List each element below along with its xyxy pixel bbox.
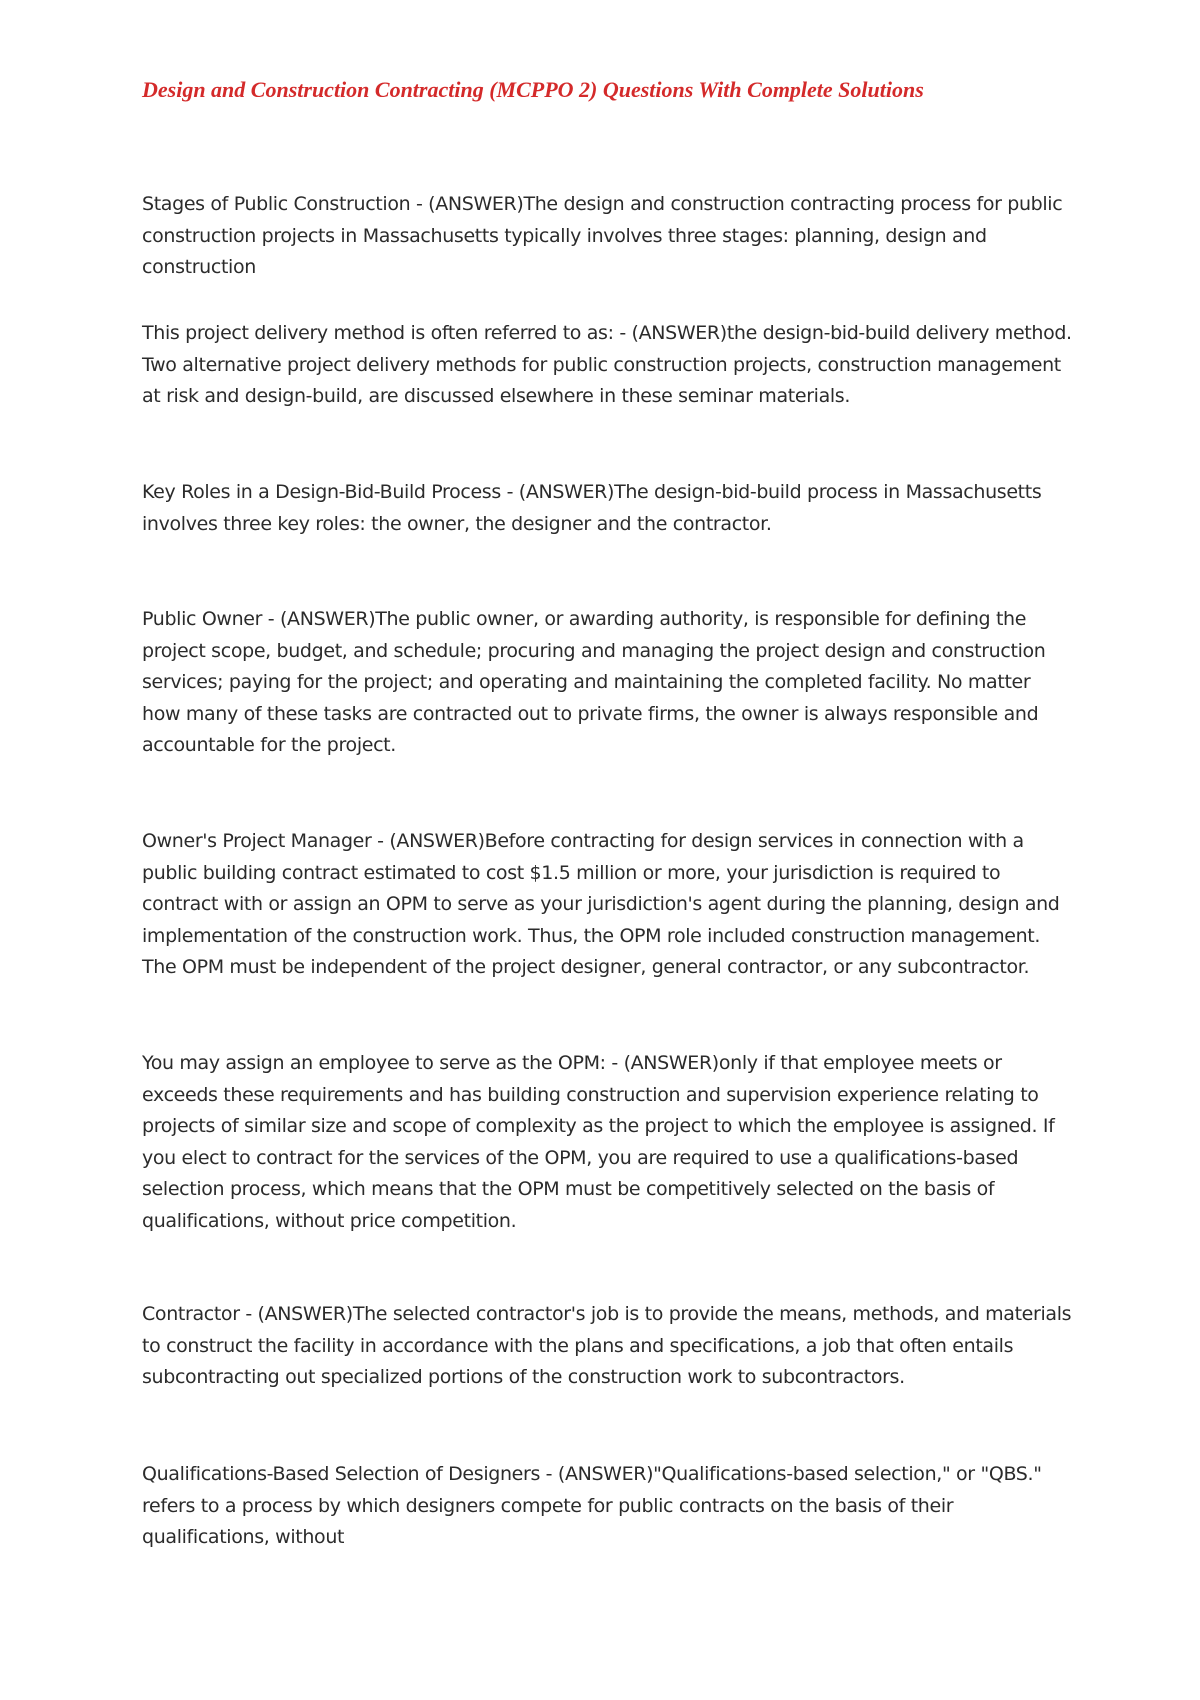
qa-entry-contractor: Contractor - (ANSWER)The selected contractor's job is to provide the means, methods, and materials to construct the facility in accordance with the plans and specifications, a job that often entails subcontracting out specialized portions of the construction work to subcontractors. <box>142 1303 1072 1388</box>
qa-entry-owners-project-manager: Owner's Project Manager - (ANSWER)Before contracting for design services in connection with a public building contract estimated to cost $1.5 million or more, your jurisdiction is required to contract with or assign an OPM to serve as your jurisdiction's agent during the planning, design and implementation of the construction work. Thus, the OPM role included construction management. The OPM must be independent of the project designer, general contractor, or any subcontractor. <box>142 830 1060 978</box>
qa-entry-key-roles: Key Roles in a Design-Bid-Build Process - (ANSWER)The design-bid-build process in Massachusetts involves three key roles: the owner, the designer and the contractor. <box>142 481 1042 535</box>
qa-entry-project-delivery-method: This project delivery method is often referred to as: - (ANSWER)the design-bid-build delivery method. Two alternative project delivery methods for public construction projects, construction management at risk and design-build, are discussed elsewhere in these seminar materials. <box>142 322 1072 407</box>
qa-entry-stages-of-public-construction: Stages of Public Construction - (ANSWER)The design and construction contracting process for public construction projects in Massachusetts typically involves three stages: planning, design and construction <box>142 193 1063 278</box>
qa-entry-qualifications-based-selection: Qualifications-Based Selection of Designers - (ANSWER)"Qualifications-based selection," or "QBS." refers to a process by which designers compete for public contracts on the basis of their qualifications, without <box>142 1463 1042 1548</box>
qa-entry-public-owner: Public Owner - (ANSWER)The public owner, or awarding authority, is responsible for defining the project scope, budget, and schedule; procuring and managing the project design and construction services; paying for the project; and operating and maintaining the completed facility. No matter how many of these tasks are contracted out to private firms, the owner is always responsible and accountable for the project. <box>142 608 1046 756</box>
qa-entry-assign-employee-opm: You may assign an employee to serve as the OPM: - (ANSWER)only if that employee meets or exceeds these requirements and has building construction and supervision experience relating to projects of similar size and scope of complexity as the project to which the employee is assigned. If you elect to contract for the services of the OPM, you are required to use a qualifications-based selection process, which means that the OPM must be competitively selected on the basis of qualifications, without price competition. <box>142 1052 1055 1232</box>
document-title: Design and Construction Contracting (MCPPO 2) Questions With Complete Solutions <box>142 77 924 102</box>
